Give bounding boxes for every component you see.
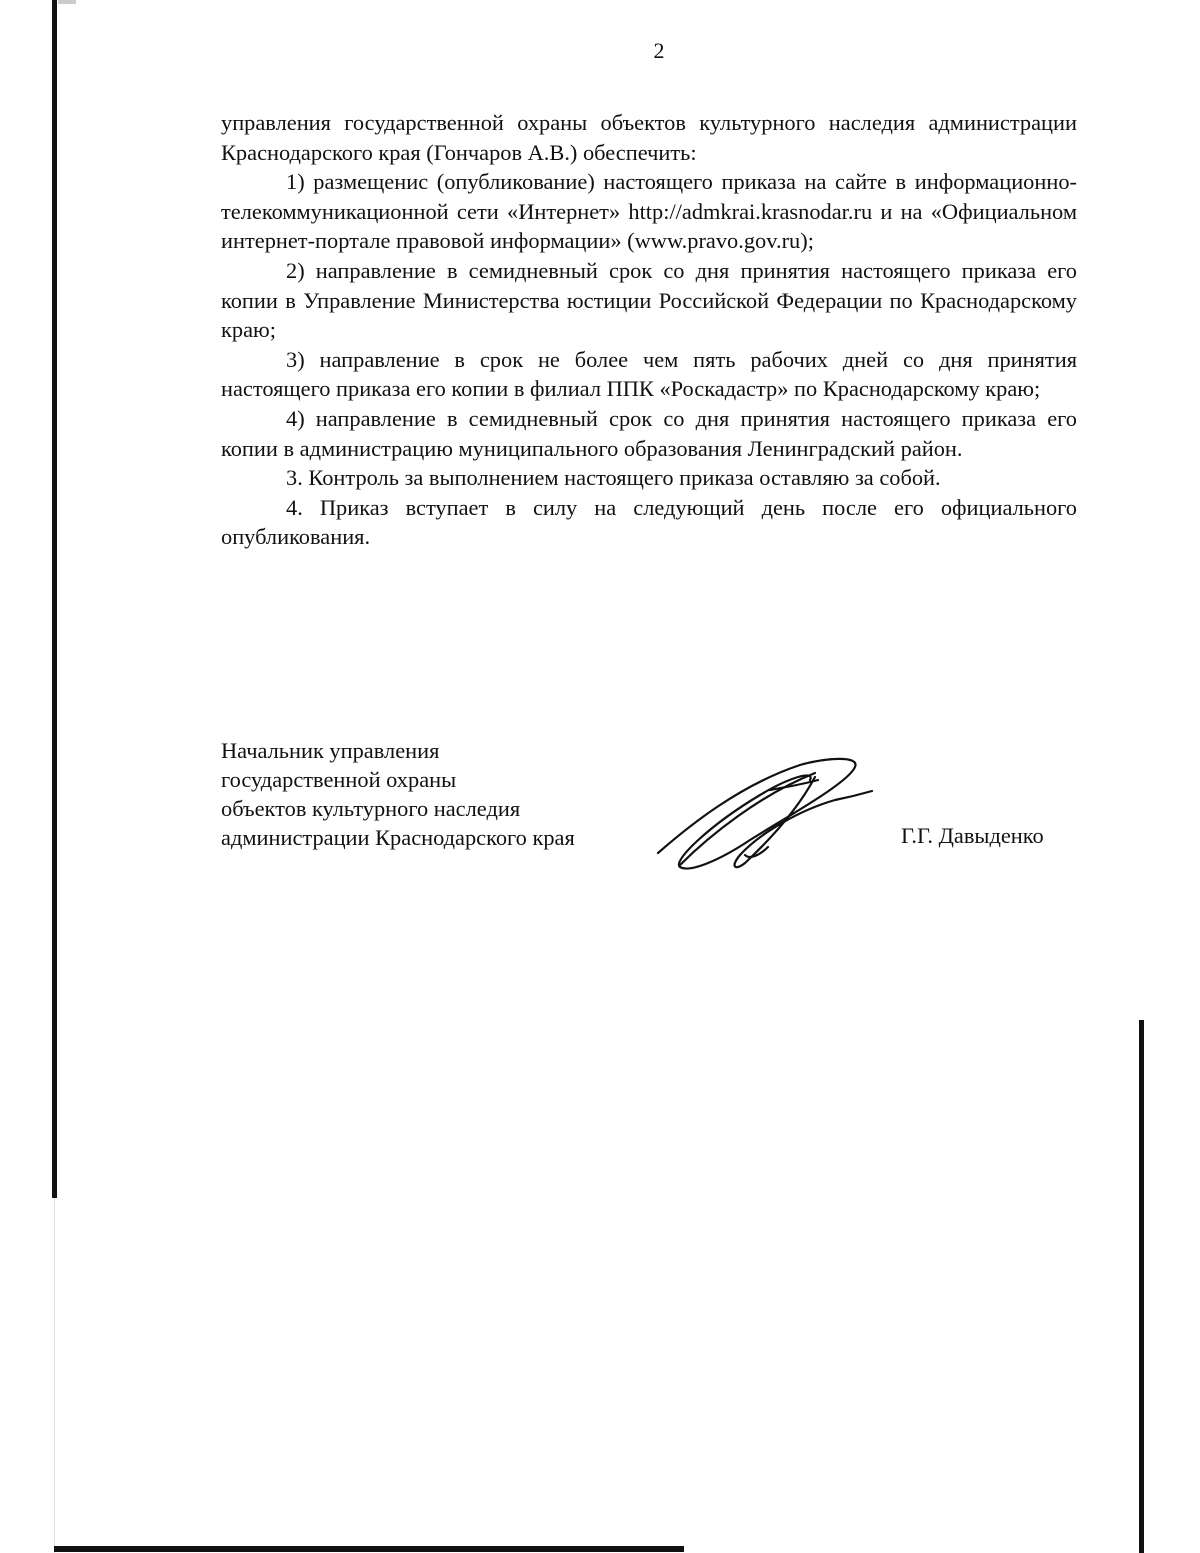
signatory-position-line: Начальник управления [221,738,440,763]
paragraph-clause-3: 3. Контроль за выполнением настоящего приказа оставляю за собой. [286,465,941,491]
paragraph-item-1: 1) размещенис (опубликование) настоящего приказа на сайте в информационно-телекоммуникационной сети «Интернет» http://admkrai.krasnodar.ru и на «Официальном интернет-портале правовой информации» (www.pravo.gov.ru); [221,169,1077,254]
signatory-name: Г.Г. Давыденко [901,823,1044,848]
paragraph-item-2: 2) направление в семидневный срок со дня принятия настоящего приказа его копии в Управление Министерства юстиции Российской Федерации по Краснодарскому краю; [221,257,1077,343]
signatory-position [221,736,575,852]
page-number: 2 [653,38,665,63]
signatory-position-line: государственной охраны [221,767,457,792]
scan-edge-right [1139,1020,1144,1553]
scan-edge-left-faint [54,1198,55,1553]
signatory-position-line: администрации Краснодарского края [221,825,575,850]
handwritten-signature [650,755,875,875]
paragraph-intro: управления государственной охраны объектов культурного наследия администрации Краснодарского края (Гончаров А.В.) обеспечить: [221,110,1077,165]
scan-edge-bottom [54,1546,684,1552]
paragraph-item-3: 3) направление в срок не более чем пять рабочих дней со дня принятия настоящего приказа его копии в филиал ППК «Роскадастр» по Краснодарскому краю; [221,346,1077,402]
scan-edge-left [52,0,57,1198]
signatory-position-line: объектов культурного наследия [221,796,521,821]
paragraph-clause-4: 4. Приказ вступает в силу на следующий день после его официального опубликования. [221,494,1077,550]
document-body [221,108,1077,552]
scan-artifact [58,0,76,4]
paragraph-item-4: 4) направление в семидневный срок со дня принятия настоящего приказа его копии в администрацию муниципального образования Ленинградский район. [221,405,1077,461]
